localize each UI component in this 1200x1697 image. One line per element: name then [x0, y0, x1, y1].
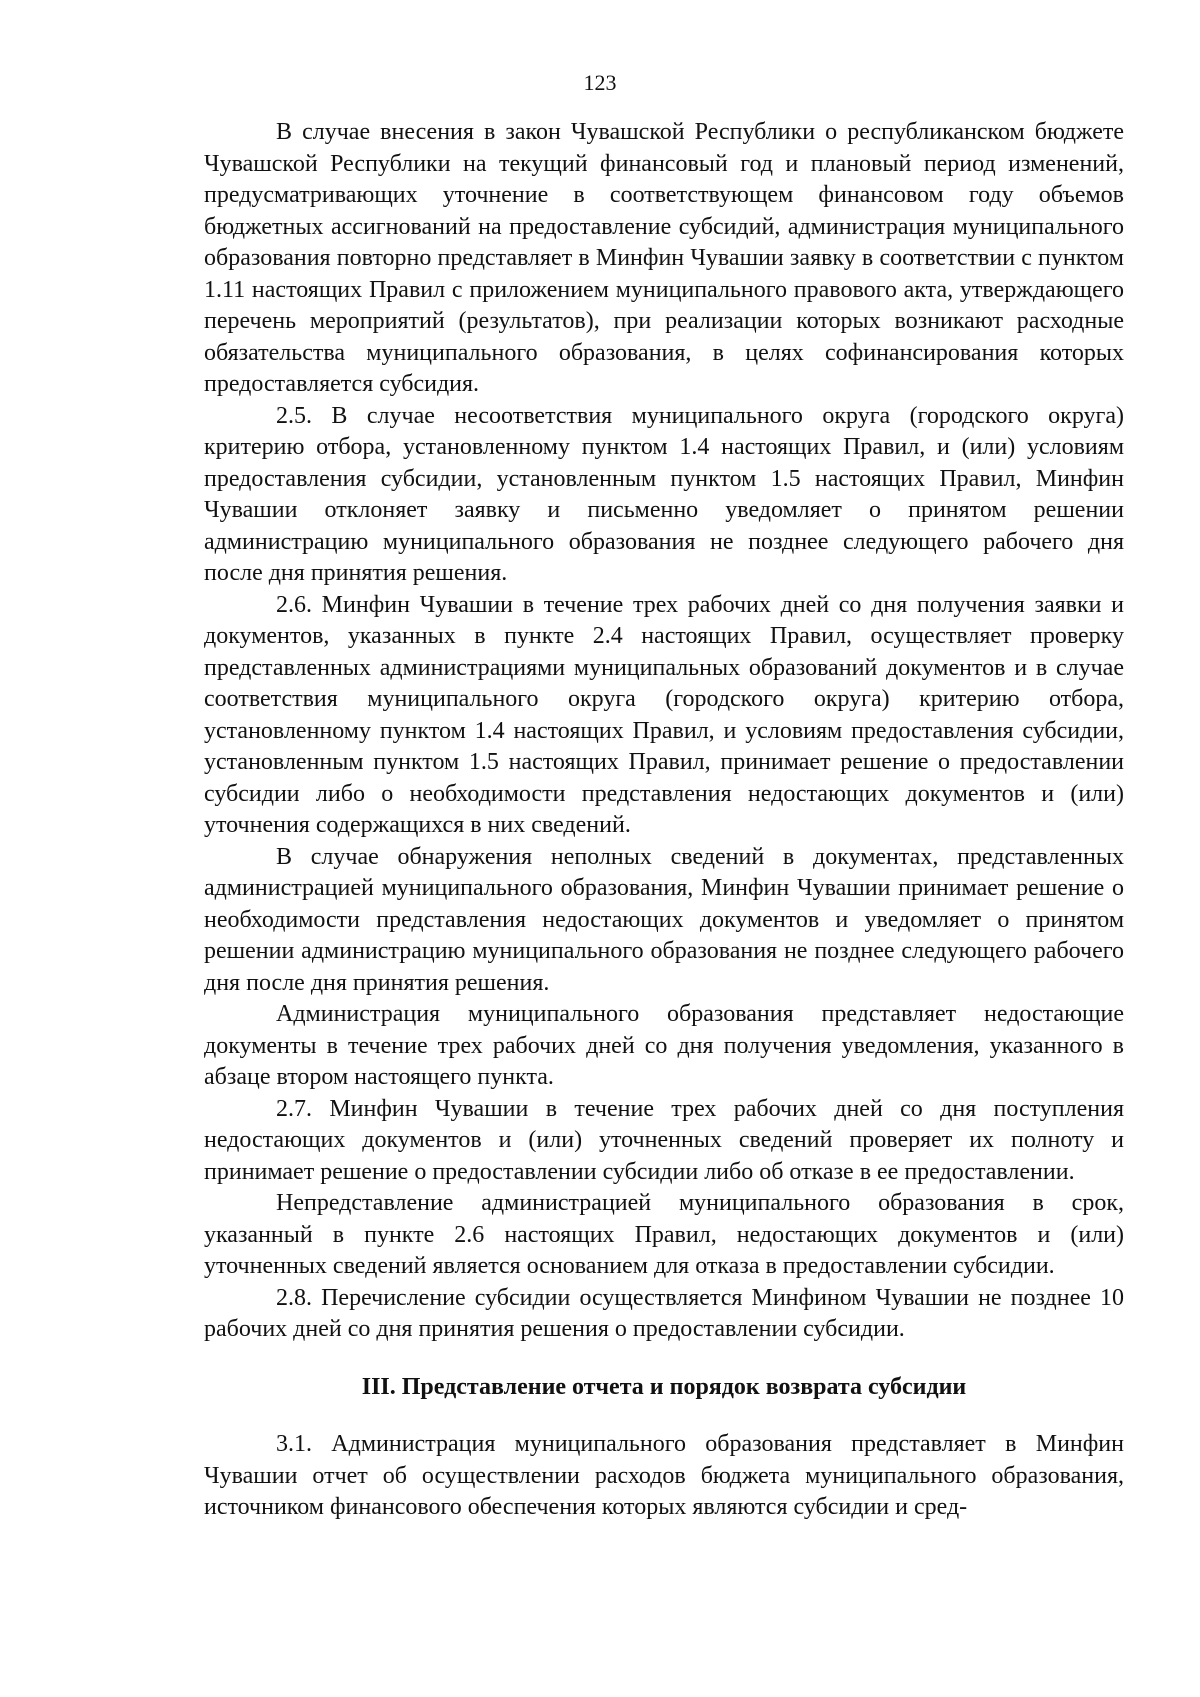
paragraph-missing-documents: Администрация муниципального образования представляет недостающие документы в течение трех рабочих дней со дня получения уведомления, указанного в абзаце втором настоящего пункта.: [204, 1001, 1124, 1090]
paragraph-non-submission: Непредставление администрацией муниципального образования в срок, указанный в пункте 2.6 настоящих Правил, недостающих документов и (или) уточненных сведений является основанием для отказа в предоставлении субсидии.: [204, 1190, 1124, 1279]
paragraph-2-6: 2.6. Минфин Чувашии в течение трех рабочих дней со дня получения заявки и документов, указанных в пункте 2.4 настоящих Правил, осуществляет проверку представленных администрациями муниципальных образований документов и в случае соответствия муниципального округа (городского округа) критерию отбора, установленному пунктом 1.4 настоящих Правил, и условиям предоставления субсидии, установленным пунктом 1.5 настоящих Правил, принимает решение о предоставлении субсидии либо о необходимости представления недостающих документов и (или) уточнения содержащихся в них сведений.: [204, 591, 1124, 838]
paragraph-2-8: 2.8. Перечисление субсидии осуществляется Минфином Чувашии не позднее 10 рабочих дней со дня принятия решения о предоставлении субсидии.: [204, 1284, 1124, 1342]
page-number: 123: [583, 70, 617, 95]
section-heading: III. Представление отчета и порядок возврата субсидии: [361, 1373, 967, 1400]
paragraph-2-7: 2.7. Минфин Чувашии в течение трех рабочих дней со дня поступления недостающих документов и (или) уточненных сведений проверяет их полноту и принимает решение о предоставлении субсидии либо об отказе в ее предоставлении.: [204, 1095, 1124, 1185]
paragraph-incomplete-info: В случае обнаружения неполных сведений в документах, представленных администрацией муниципального образования, Минфин Чувашии принимает решение о необходимости представления недостающих документов и уведомляет о принятом решении администрацию муниципального образования не позднее следующего рабочего дня после дня принятия решения.: [204, 843, 1124, 996]
paragraph-3-1: 3.1. Администрация муниципального образования представляет в Минфин Чувашии отчет об осуществлении расходов бюджета муниципального образования, источником финансового обеспечения которых являются субсидии и сред-: [204, 1431, 1124, 1520]
document-body: [204, 117, 1124, 1524]
paragraph-2-5: 2.5. В случае несоответствия муниципального округа (городского округа) критерию отбора, установленному пунктом 1.4 настоящих Правил, и (или) условиям предоставления субсидии, установленным пунктом 1.5 настоящих Правил, Минфин Чувашии отклоняет заявку и письменно уведомляет о принятом решении администрацию муниципального образования не позднее следующего рабочего дня после дня принятия решения.: [204, 402, 1124, 586]
paragraph-budget-amendment: В случае внесения в закон Чувашской Республики о республиканском бюджете Чувашской Республики на текущий финансовый год и плановый период изменений, предусматривающих уточнение в соответствующем финансовом году объемов бюджетных ассигнований на предоставление субсидий, администрация муниципального образования повторно представляет в Минфин Чувашии заявку в соответствии с пунктом 1.11 настоящих Правил с приложением муниципального правового акта, утверждающего перечень мероприятий (результатов), при реализации которых возникают расходные обязательства муниципального образования, в целях софинансирования которых предоставляется субсидия.: [204, 119, 1124, 397]
